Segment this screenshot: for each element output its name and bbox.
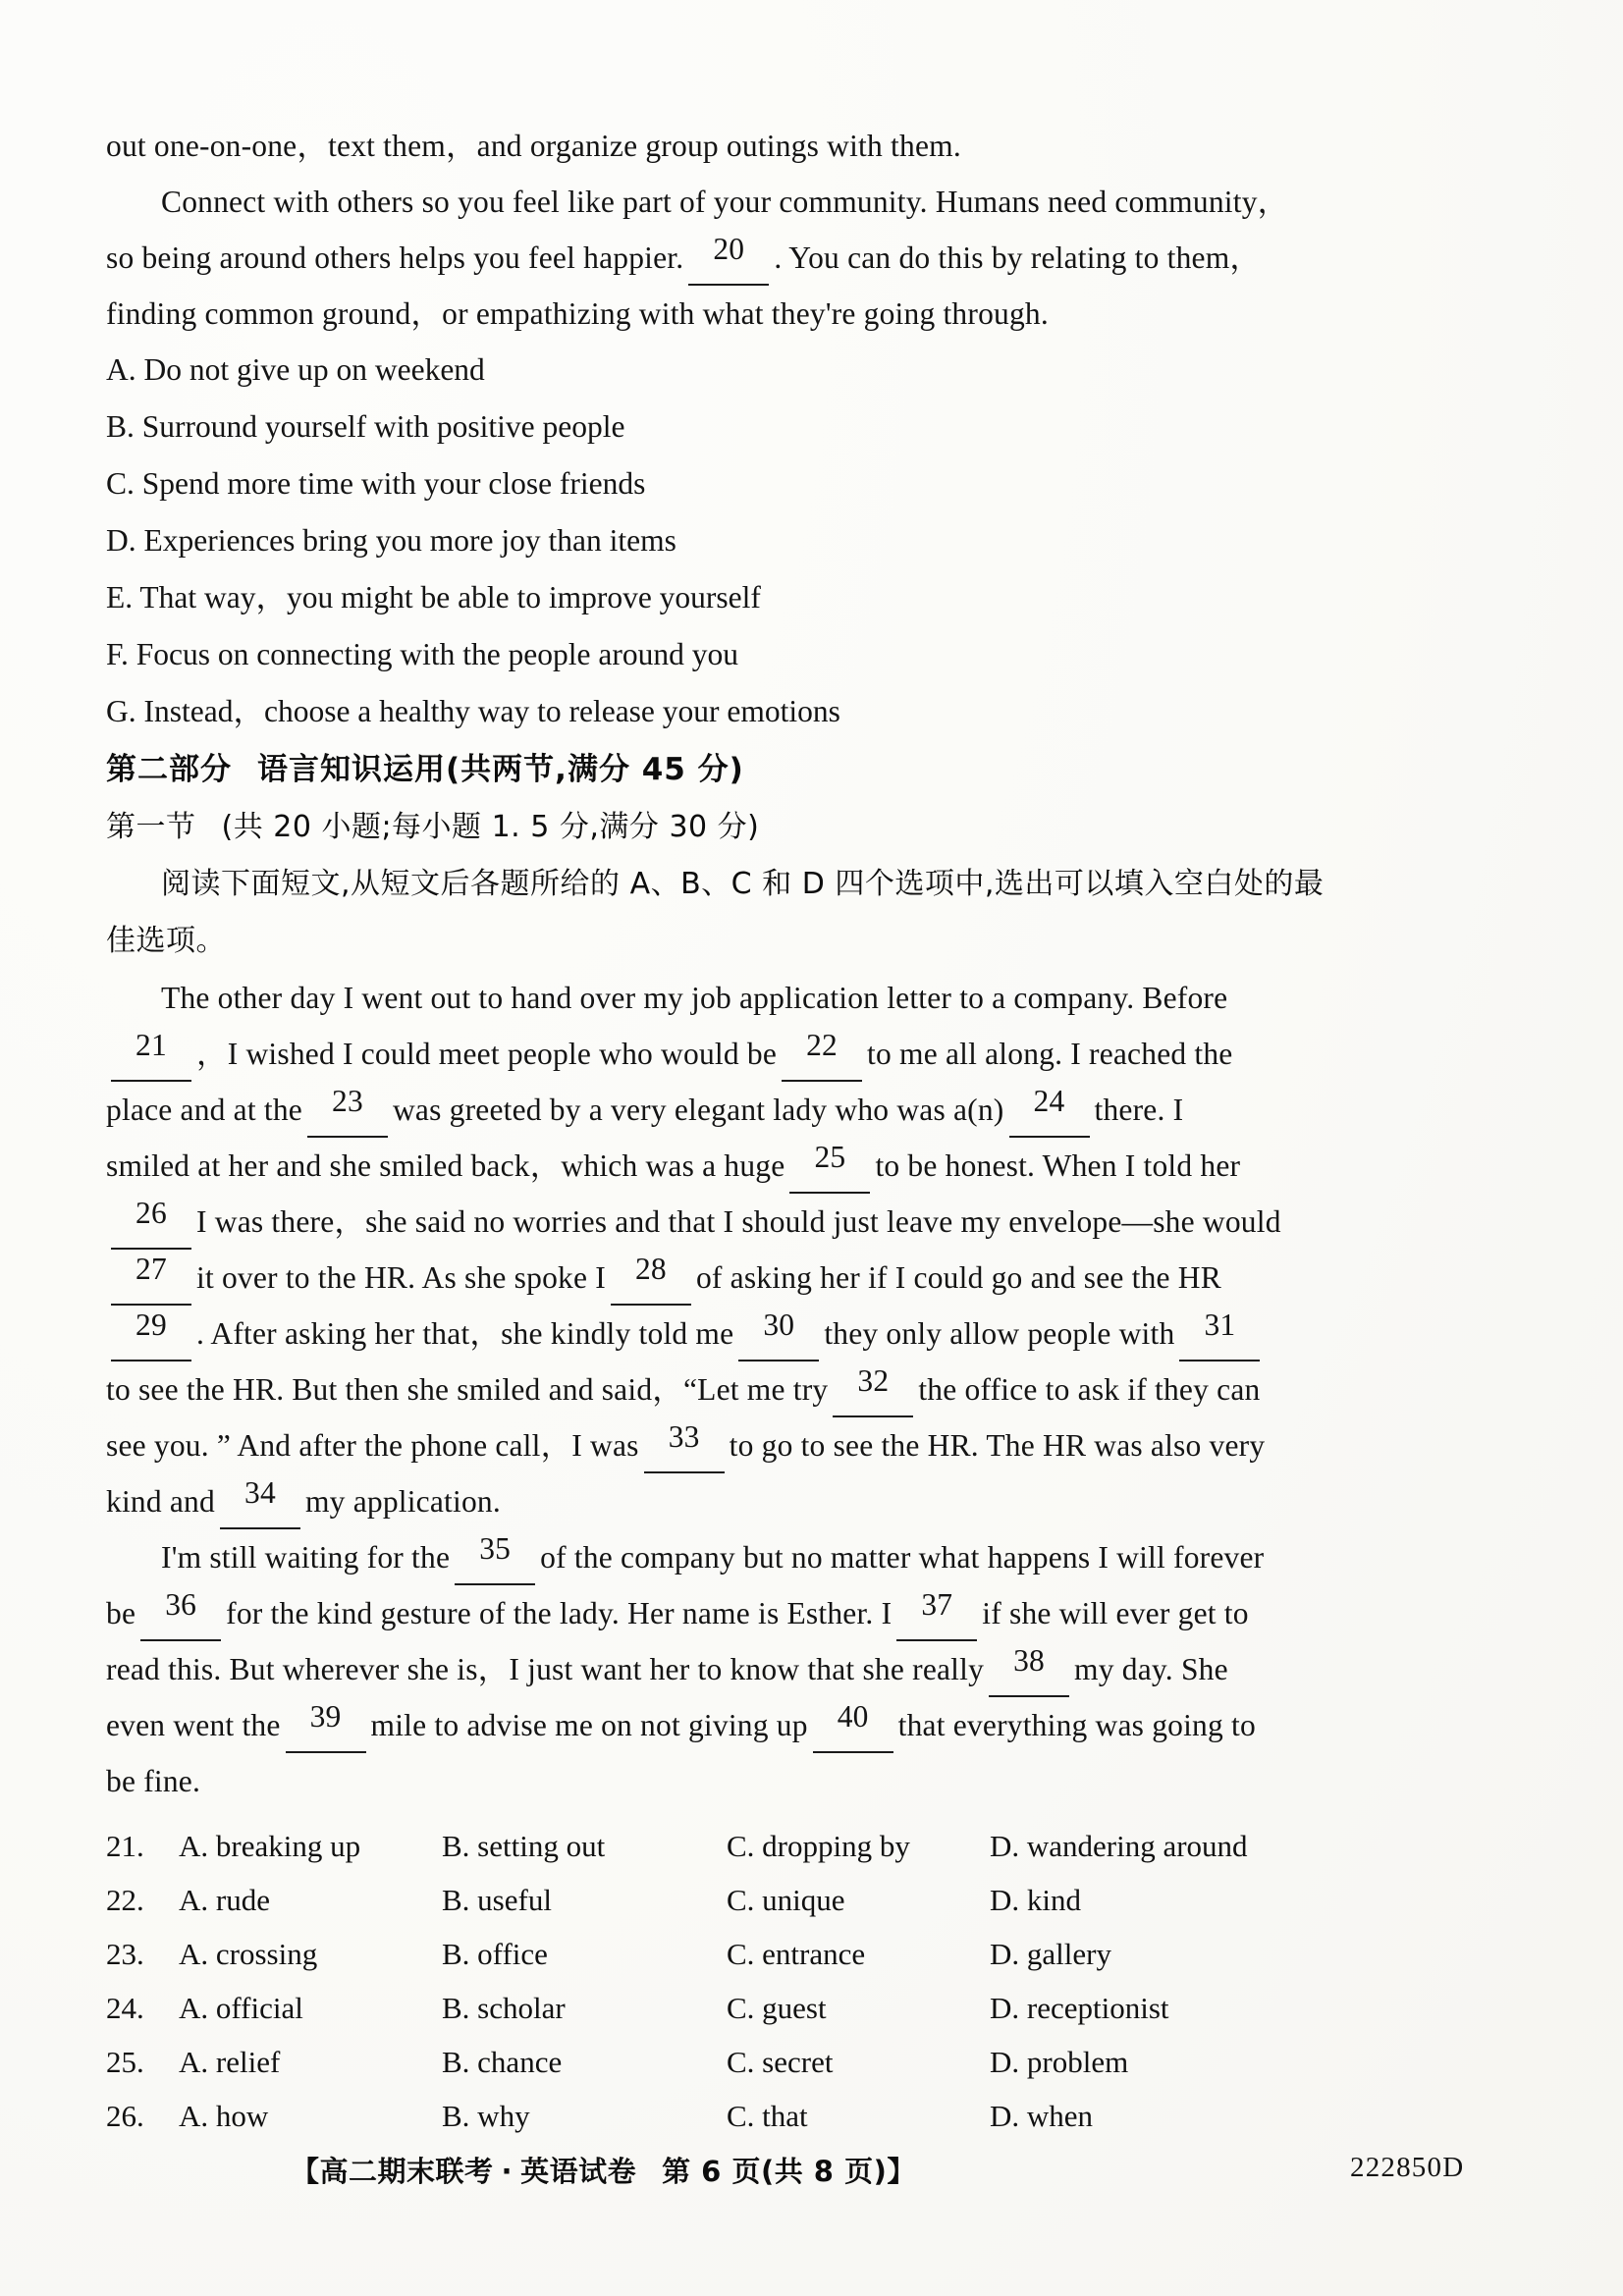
choice-option-c[interactable]: C. dropping by xyxy=(727,1829,910,1863)
cloze-line-6 xyxy=(106,1250,1510,1306)
part-two-title: 语言知识运用(共两节,满分 45 分) xyxy=(257,752,744,787)
choice-row-24 xyxy=(106,1981,1510,2035)
cloze-line-4 xyxy=(106,1138,1510,1194)
choice-number: 22. xyxy=(106,1883,144,1917)
cloze-l12-a: be xyxy=(106,1596,136,1630)
blank-29[interactable]: 29 xyxy=(111,1306,191,1362)
cloze-line-3 xyxy=(106,1082,1510,1138)
option-g[interactable]: G. Instead，choose a healthy way to release your emotions xyxy=(106,694,840,728)
cloze-l8-a: to see the HR. But then she smiled and said，“Let me try xyxy=(106,1372,829,1407)
blank-21[interactable]: 21 xyxy=(111,1026,191,1082)
page-content xyxy=(106,118,1535,2143)
choices-list xyxy=(106,1819,1510,2143)
cloze-l3-c: was greeted by a very elegant lady who was a(n) xyxy=(392,1093,1004,1127)
choice-option-d[interactable]: D. gallery xyxy=(990,1937,1111,1971)
blank-31[interactable]: 31 xyxy=(1179,1306,1260,1362)
cloze-l8-c: the office to ask if they can xyxy=(918,1372,1261,1407)
blank-36[interactable]: 36 xyxy=(140,1585,221,1641)
page-footer xyxy=(0,2150,1623,2199)
option-c[interactable]: C. Spend more time with your close friends xyxy=(106,466,646,501)
choice-option-d[interactable]: D. wandering around xyxy=(990,1829,1248,1863)
option-d[interactable]: D. Experiences bring you more joy than items xyxy=(106,523,676,558)
choice-option-c[interactable]: C. entrance xyxy=(727,1937,866,1971)
connect-seg-a: so being around others helps you feel happier. xyxy=(106,240,684,275)
cloze-l13-c: my day. She xyxy=(1074,1652,1228,1686)
choice-option-a[interactable]: A. crossing xyxy=(179,1937,318,1971)
cloze-line-12 xyxy=(106,1585,1510,1641)
footer-bracket-close: 】 xyxy=(887,2155,916,2188)
blank-37[interactable]: 37 xyxy=(896,1585,977,1641)
blank-30[interactable]: 30 xyxy=(738,1306,819,1362)
blank-27[interactable]: 27 xyxy=(111,1250,191,1306)
choice-option-d[interactable]: D. receptionist xyxy=(990,1991,1169,2025)
choice-number: 24. xyxy=(106,1991,144,2025)
choice-row-26 xyxy=(106,2089,1510,2143)
option-a[interactable]: A. Do not give up on weekend xyxy=(106,352,485,387)
choice-option-c[interactable]: C. that xyxy=(727,2099,808,2133)
choice-option-c[interactable]: C. unique xyxy=(727,1883,845,1917)
cloze-l14-c: mile to advise me on not giving up xyxy=(370,1708,808,1742)
choice-option-b[interactable]: B. office xyxy=(442,1937,548,1971)
blank-33[interactable]: 33 xyxy=(644,1417,725,1473)
cloze-line-5 xyxy=(106,1194,1510,1250)
cloze-l11-a: I'm still waiting for the xyxy=(161,1540,451,1575)
footer-bracket-open: 【 xyxy=(291,2155,320,2188)
blank-28[interactable]: 28 xyxy=(611,1250,691,1306)
cloze-line-15: be fine. xyxy=(106,1764,201,1798)
cloze-line-9 xyxy=(106,1417,1510,1473)
cloze-l6-c: of asking her if I could go and see the HR xyxy=(695,1260,1221,1295)
blank-25[interactable]: 25 xyxy=(789,1138,870,1194)
blank-22[interactable]: 22 xyxy=(782,1026,862,1082)
cloze-l9-a: see you. ” And after the phone call，I was xyxy=(106,1428,639,1463)
cloze-l11-c: of the company but no matter what happens I will forever xyxy=(540,1540,1265,1575)
choice-option-b[interactable]: B. chance xyxy=(442,2045,563,2079)
choice-option-d[interactable]: D. problem xyxy=(990,2045,1129,2079)
paragraph-connect-line-2 xyxy=(106,230,1510,286)
choice-option-c[interactable]: C. guest xyxy=(727,1991,827,2025)
footer-subject: 英语试卷 xyxy=(520,2155,637,2188)
choice-option-d[interactable]: D. kind xyxy=(990,1883,1081,1917)
blank-34[interactable]: 34 xyxy=(220,1473,300,1529)
blank-32[interactable]: 32 xyxy=(833,1362,913,1417)
option-f[interactable]: F. Focus on connecting with the people around you xyxy=(106,637,738,671)
cloze-l5-a: I was there，she said no worries and that I should just leave my envelope—she would xyxy=(196,1204,1281,1239)
cloze-l13-a: read this. But wherever she is，I just want her to know that she really xyxy=(106,1652,985,1686)
choice-option-b[interactable]: B. scholar xyxy=(442,1991,566,2025)
cloze-line-8 xyxy=(106,1362,1510,1417)
cloze-l7-c: they only allow people with xyxy=(824,1316,1175,1351)
cloze-instruction-line-1: 阅读下面短文,从短文后各题所给的 A、B、C 和 D 四个选项中,选出可以填入空白处的最 xyxy=(161,867,1325,901)
choice-row-21 xyxy=(106,1819,1510,1873)
choice-option-b[interactable]: B. why xyxy=(442,2099,530,2133)
cloze-line-10 xyxy=(106,1473,1510,1529)
choice-option-a[interactable]: A. breaking up xyxy=(179,1829,361,1863)
cloze-l2-a: ，I wished I could meet people who would be xyxy=(196,1037,778,1071)
choice-option-a[interactable]: A. how xyxy=(179,2099,269,2133)
blank-40[interactable]: 40 xyxy=(813,1697,893,1753)
option-b[interactable]: B. Surround yourself with positive people xyxy=(106,409,625,444)
passage-tail-line: out one-on-one，text them，and organize group outings with them. xyxy=(106,129,961,163)
cloze-line-7 xyxy=(106,1306,1510,1362)
paper-code: 222850D xyxy=(1350,2152,1465,2183)
cloze-l12-c: for the kind gesture of the lady. Her name is Esther. I xyxy=(226,1596,893,1630)
option-e[interactable]: E. That way，you might be able to improve yourself xyxy=(106,580,761,614)
cloze-l14-a: even went the xyxy=(106,1708,281,1742)
cloze-l4-c: to be honest. When I told her xyxy=(875,1148,1241,1183)
choice-number: 23. xyxy=(106,1937,144,1971)
choice-number: 26. xyxy=(106,2099,144,2133)
blank-35[interactable]: 35 xyxy=(455,1529,535,1585)
blank-24[interactable]: 24 xyxy=(1009,1082,1090,1138)
footer-page-number: 第 6 页(共 8 页) xyxy=(662,2155,888,2188)
cloze-l6-a: it over to the HR. As she spoke I xyxy=(196,1260,606,1295)
cloze-line-14 xyxy=(106,1697,1510,1753)
choice-row-25 xyxy=(106,2035,1510,2089)
blank-39[interactable]: 39 xyxy=(286,1697,366,1753)
cloze-l4-a: smiled at her and she smiled back，which was a huge xyxy=(106,1148,785,1183)
choice-option-b[interactable]: B. useful xyxy=(442,1883,552,1917)
cloze-line-1: The other day I went out to hand over my job application letter to a company. Before xyxy=(161,981,1228,1015)
section-one-heading xyxy=(106,799,1535,856)
cloze-l10-a: kind and xyxy=(106,1484,215,1519)
section-one-label: 第一节 xyxy=(106,810,196,844)
cloze-l2-c: to me all along. I reached the xyxy=(867,1037,1233,1071)
section-one-title: (共 20 小题;每小题 1. 5 分,满分 30 分) xyxy=(221,810,760,844)
footer-exam-name: 高二期末联考 xyxy=(319,2155,494,2188)
cloze-line-2 xyxy=(106,1026,1510,1082)
cloze-line-13 xyxy=(106,1641,1510,1697)
cloze-instruction-line-2: 佳选项。 xyxy=(106,924,226,958)
choice-option-a[interactable]: A. rude xyxy=(179,1883,270,1917)
cloze-l3-d: there. I xyxy=(1094,1093,1184,1127)
choice-number: 21. xyxy=(106,1829,144,1863)
cloze-l12-d: if she will ever get to xyxy=(982,1596,1249,1630)
choice-option-c[interactable]: C. secret xyxy=(727,2045,834,2079)
cloze-line-11 xyxy=(106,1529,1565,1585)
footer-exam-info xyxy=(291,2150,916,2190)
choice-option-d[interactable]: D. when xyxy=(990,2099,1094,2133)
choice-option-a[interactable]: A. official xyxy=(179,1991,303,2025)
paragraph-connect-line-1: Connect with others so you feel like part of your community. Humans need community， xyxy=(161,185,1289,219)
cloze-l14-d: that everything was going to xyxy=(897,1708,1256,1742)
connect-seg-b: . You can do this by relating to them， xyxy=(774,240,1262,275)
part-two-heading xyxy=(106,740,1535,799)
blank-38[interactable]: 38 xyxy=(989,1641,1069,1697)
blank-26[interactable]: 26 xyxy=(111,1194,191,1250)
footer-dot: · xyxy=(501,2155,514,2188)
choice-option-a[interactable]: A. relief xyxy=(179,2045,281,2079)
paragraph-connect-line-3: finding common ground，or empathizing with what they're going through. xyxy=(106,296,1049,331)
choice-row-23 xyxy=(106,1927,1510,1981)
choice-row-22 xyxy=(106,1873,1510,1927)
blank-23[interactable]: 23 xyxy=(307,1082,388,1138)
cloze-l7-a: . After asking her that，she kindly told me xyxy=(196,1316,734,1351)
choice-option-b[interactable]: B. setting out xyxy=(442,1829,606,1863)
cloze-l10-c: my application. xyxy=(304,1484,501,1519)
choice-number: 25. xyxy=(106,2045,144,2079)
cloze-l9-c: to go to see the HR. The HR was also very xyxy=(729,1428,1266,1463)
blank-20[interactable]: 20 xyxy=(688,230,769,286)
cloze-l3-a: place and at the xyxy=(106,1093,302,1127)
part-two-label: 第二部分 xyxy=(106,752,232,787)
